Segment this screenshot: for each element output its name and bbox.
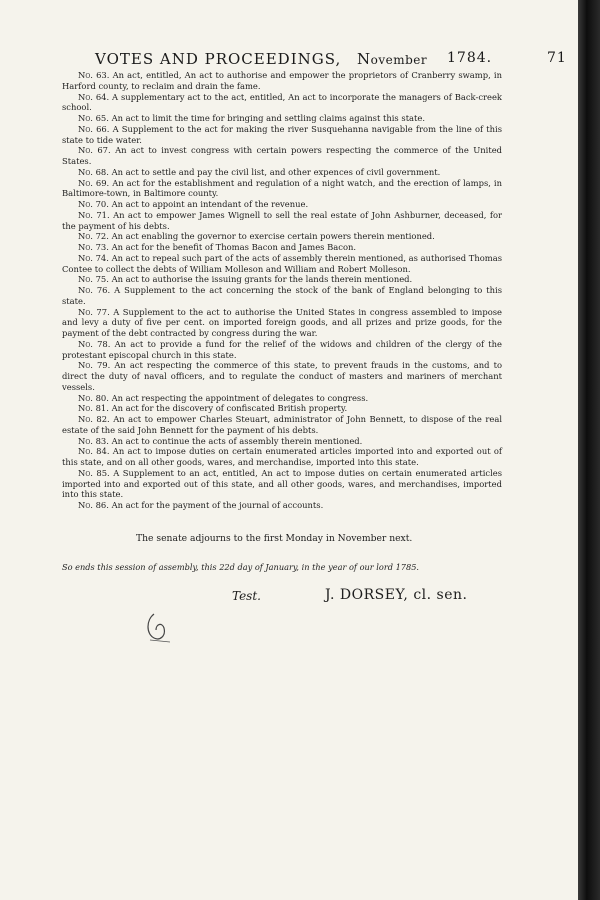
adjournment-notice: The senate adjourns to the first Monday in November next. — [136, 533, 413, 544]
act-title: An act to impose duties on certain enumerated articles imported into and exported out of this state, and on all other goods, wares, and merchandise, imported into this state. — [62, 446, 503, 467]
act-entry — [62, 307, 502, 339]
act-title: An act to repeal such part of the acts of assembly therein mentioned, as authorised Thomas Contee to collect the debts of William Molleson and William and Robert Molleson. — [62, 252, 503, 274]
act-entry — [62, 242, 502, 253]
session-end-statement: So ends this session of assembly, this 22d day of January, in the year of our lord 1785. — [62, 562, 420, 572]
act-title: An act to empower James Wignell to sell the real estate of John Ashburner, deceased, for the payment of his debts. — [62, 209, 503, 231]
act-entry — [62, 436, 502, 447]
act-number: No. 70. — [78, 199, 109, 209]
act-title: An act for the payment of the journal of accounts. — [111, 500, 324, 510]
act-number: No. 65. — [78, 113, 109, 123]
act-title: An act enabling the governor to exercise certain powers therein mentioned. — [111, 231, 435, 242]
act-entry — [62, 199, 502, 210]
act-title: An act to continue the acts of assembly therein mentioned. — [111, 435, 363, 446]
act-title: A supplementary act to the act, entitled, An act to incorporate the managers of Back-creek school. — [62, 91, 502, 113]
act-number: No. 82. — [78, 414, 110, 424]
act-entry — [62, 253, 502, 275]
act-number: No. 80. — [78, 392, 109, 403]
header-month: November — [357, 50, 428, 68]
act-number: No. 76. — [78, 285, 111, 295]
act-title: An act to authorise the issuing grants for the lands therein mentioned. — [111, 274, 413, 285]
act-number: No. 67. — [78, 145, 111, 156]
act-number: No. 68. — [78, 166, 109, 177]
act-entry — [62, 167, 502, 178]
act-number: No. 81. — [78, 403, 109, 414]
act-number: No. 77. — [78, 306, 110, 317]
act-entry — [62, 360, 502, 392]
act-entry — [62, 500, 502, 511]
act-number: No. 73. — [78, 242, 109, 252]
act-number: No. 75. — [78, 274, 109, 285]
act-number: No. 83. — [78, 435, 109, 446]
running-title: VOTES AND PROCEEDINGS, — [95, 50, 342, 68]
act-title: An act to invest congress with certain powers respecting the commerce of the United States. — [62, 145, 503, 166]
act-title: An act respecting the appointment of delegates to congress. — [111, 392, 369, 403]
act-entry — [62, 145, 502, 167]
act-entry — [62, 210, 502, 232]
act-number: No. 79. — [78, 360, 111, 371]
act-number: No. 69. — [78, 177, 110, 188]
act-entry — [62, 339, 502, 361]
act-number: No. 71. — [78, 209, 110, 220]
act-number: No. 74. — [78, 252, 109, 263]
act-entry — [62, 446, 502, 468]
act-title: A Supplement to the act for making the river Susquehanna navigable from the line of this state to tide water. — [62, 123, 502, 145]
act-title: An act to limit the time for bringing and settling claims against this state. — [111, 113, 426, 123]
act-number: No. 78. — [78, 338, 111, 349]
act-number: No. 85. — [78, 467, 110, 478]
act-entry — [62, 274, 502, 285]
attestation-label: Test. — [232, 589, 261, 603]
page-binding-edge — [578, 0, 600, 900]
act-entry — [62, 403, 502, 414]
act-title: An act to settle and pay the civil list, and other expences of civil government. — [111, 166, 441, 177]
act-entry — [62, 124, 502, 146]
act-entry — [62, 231, 502, 242]
act-entry — [62, 414, 502, 436]
act-number: No. 63. — [78, 70, 110, 80]
act-number: No. 72. — [78, 231, 109, 242]
act-title: An act for the discovery of confiscated British property. — [111, 403, 348, 414]
act-title: A Supplement to an act, entitled, An act to impose duties on certain enumerated articles imported into and exported out of this state, and all other goods, wares, and merchandises, imported into this state. — [62, 467, 503, 500]
act-entry — [62, 285, 502, 307]
act-number: No. 64. — [78, 91, 110, 102]
act-entry — [62, 113, 502, 124]
act-number: No. 84. — [78, 446, 110, 457]
act-entry — [62, 178, 502, 200]
act-number: No. 86. — [78, 500, 109, 510]
act-title: An act for the benefit of Thomas Bacon and James Bacon. — [111, 242, 357, 252]
act-entry — [62, 393, 502, 404]
act-title: An act to empower Charles Steuart, administrator of John Bennett, to dispose of the real estate of the said John Bennett for the payment of his debts. — [62, 414, 502, 435]
act-title: A Supplement to the act to authorise the United States in congress assembled to impose and levy a duty of five per cent. on imported foreign goods, and all prizes and prize goods, for the payment of the debt contracted by congress during the war. — [62, 306, 502, 338]
clerk-signature: J. DORSEY, cl. sen. — [325, 587, 468, 603]
acts-list — [62, 70, 502, 511]
act-title: An act, entitled, An act to authorise and empower the proprietors of Cranberry swamp, in Harford county, to reclaim and drain the fame. — [62, 70, 502, 91]
page-number: 71 — [547, 50, 567, 66]
header-year: 1784. — [447, 50, 493, 66]
act-title: An act respecting the commerce of this state, to prevent frauds in the customs, and to direct the duty of naval officers, and to regulate the conduct of masters and mariners of merchant vessels. — [62, 360, 502, 392]
act-title: An act to appoint an intendant of the revenue. — [111, 199, 309, 209]
ink-mark-icon — [140, 608, 180, 648]
act-title: An act for the establishment and regulation of a night watch, and the erection of lamps, in Baltimore-town, in Baltimore county. — [62, 177, 502, 199]
act-number: No. 66. — [78, 123, 110, 134]
act-title: An act to provide a fund for the relief of the widows and children of the clergy of the protestant episcopal church in this state. — [62, 338, 503, 360]
act-entry — [62, 70, 502, 92]
act-entry — [62, 92, 502, 114]
act-title: A Supplement to the act concerning the stock of the bank of England belonging to this state. — [62, 285, 503, 306]
act-entry — [62, 468, 502, 500]
